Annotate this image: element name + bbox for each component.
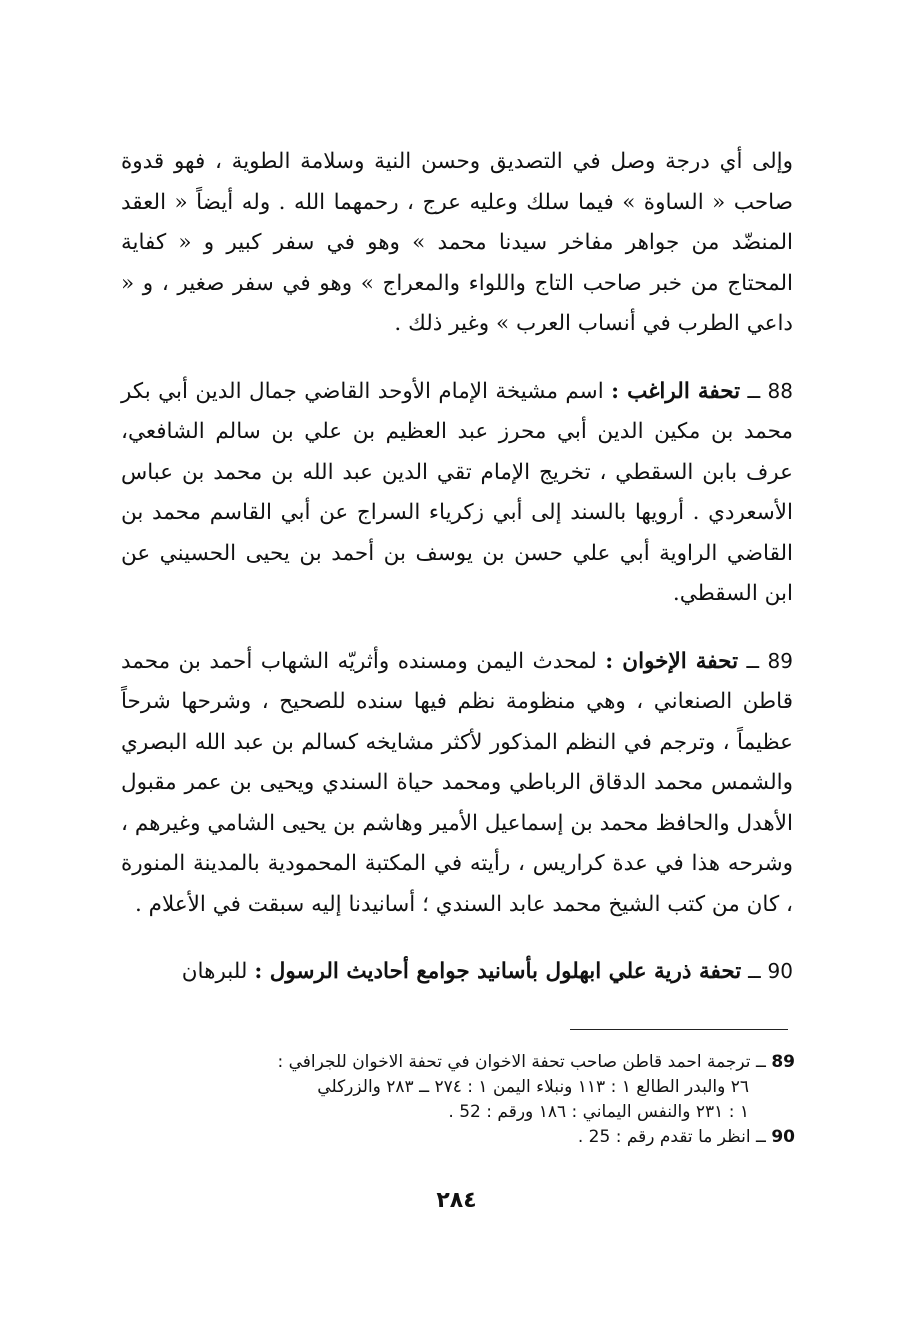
footnote-90 — [115, 1125, 795, 1150]
entry-text: للبرهان — [181, 959, 248, 984]
footnote-number: 90 — [771, 1127, 795, 1147]
entry-text: لمحدث اليمن ومسنده وأثريّه الشهاب أحمد بن محمد قاطن الصنعاني ، وهي منظومة نظم فيها سنده للصحيح ، وشرحها شرحاً عظيماً ، وترجم في النظم المذكور لأكثر مشايخه كسالم بن عبد الله البصري والشمس محمد الدقاق الرباطي ومحمد حياة السندي ويحيى بن عمر مقبول الأهدل والحافظ محمد بن إسماعيل الأمير وهاشم بن يحيى الشامي وغيرهم ، وشرحه هذا في عدة كراريس ، رأيته في المكتبة المحمودية بالمدينة المنورة ، كان من كتب الشيخ محمد عابد السندي ؛ أسانيدنا إليه سبقت في الأعلام . — [121, 648, 793, 917]
entry-88 — [121, 371, 793, 615]
footnote-line: ١ : ٢٣١ والنفس اليماني : ١٨٦ ورقم : 52 . — [448, 1102, 749, 1122]
entry-title: تحفة الإخوان : — [605, 648, 739, 674]
main-text — [121, 142, 793, 993]
entry-dash: ــ — [747, 378, 761, 404]
footnote-line — [115, 1050, 795, 1075]
footnote-text: انظر ما تقدم رقم : 25 . — [577, 1127, 751, 1147]
footnote-text: ترجمة احمد قاطن صاحب تحفة الاخوان في تحفة الاخوان للجرافي : — [277, 1052, 751, 1072]
intro-paragraph — [121, 142, 793, 345]
footnote-line: ٢٦ والبدر الطالع ١ : ١١٣ ونبلاء اليمن ١ : ٢٧٤ ــ ٢٨٣ والزركلي — [317, 1077, 749, 1097]
footnote-line — [115, 1125, 795, 1150]
intro-text: وإلى أي درجة وصل في التصديق وحسن النية وسلامة الطوية ، فهو قدوة صاحب « الساوة » فيما سلك وعليه عرج ، رحمهما الله . وله أيضاً « العقد المنضّد من جواهر مفاخر سيدنا محمد » وهو في سفر كبير و « كفاية المحتاج من خبر صاحب التاج واللواء والمعراج » وهو في سفر صغير ، و « داعي الطرب في أنساب العرب » وغير ذلك . — [121, 149, 793, 336]
entry-number: 88 — [767, 378, 793, 403]
footnotes — [115, 1050, 795, 1150]
entry-90 — [121, 951, 793, 993]
entry-title: تحفة ذرية علي ابهلول بأسانيد جوامع أحاديث الرسول : — [254, 959, 742, 984]
entry-text: اسم مشيخة الإمام الأوحد القاضي جمال الدين أبي بكر محمد بن مكين الدين أبي محرز عبد العظيم بن علي بن سالم الشافعي، عرف بابن السقطي ، تخريج الإمام تقي الدين عبد الله بن محمد بن عباس الأسعردي . أرويها بالسند إلى أبي زكرياء السراج عن أبي القاسم محمد بن القاضي الراوية أبي علي حسن بن يوسف بن أحمد بن يحيى الحسيني عن ابن السقطي. — [121, 378, 793, 606]
entry-number: 89 — [767, 648, 793, 673]
footnote-dash: ــ — [755, 1052, 766, 1072]
entry-number: 90 — [767, 959, 793, 983]
footnote-number: 89 — [771, 1052, 795, 1072]
entry-title: تحفة الراغب : — [611, 378, 741, 404]
footnote-divider — [570, 1029, 788, 1030]
page-number: ٢٨٤ — [436, 1188, 477, 1213]
entry-89 — [121, 641, 793, 926]
entry-dash: ــ — [748, 959, 761, 984]
footnote-89 — [115, 1050, 795, 1125]
footnote-dash: ــ — [755, 1127, 766, 1147]
entry-dash: ــ — [746, 648, 760, 674]
